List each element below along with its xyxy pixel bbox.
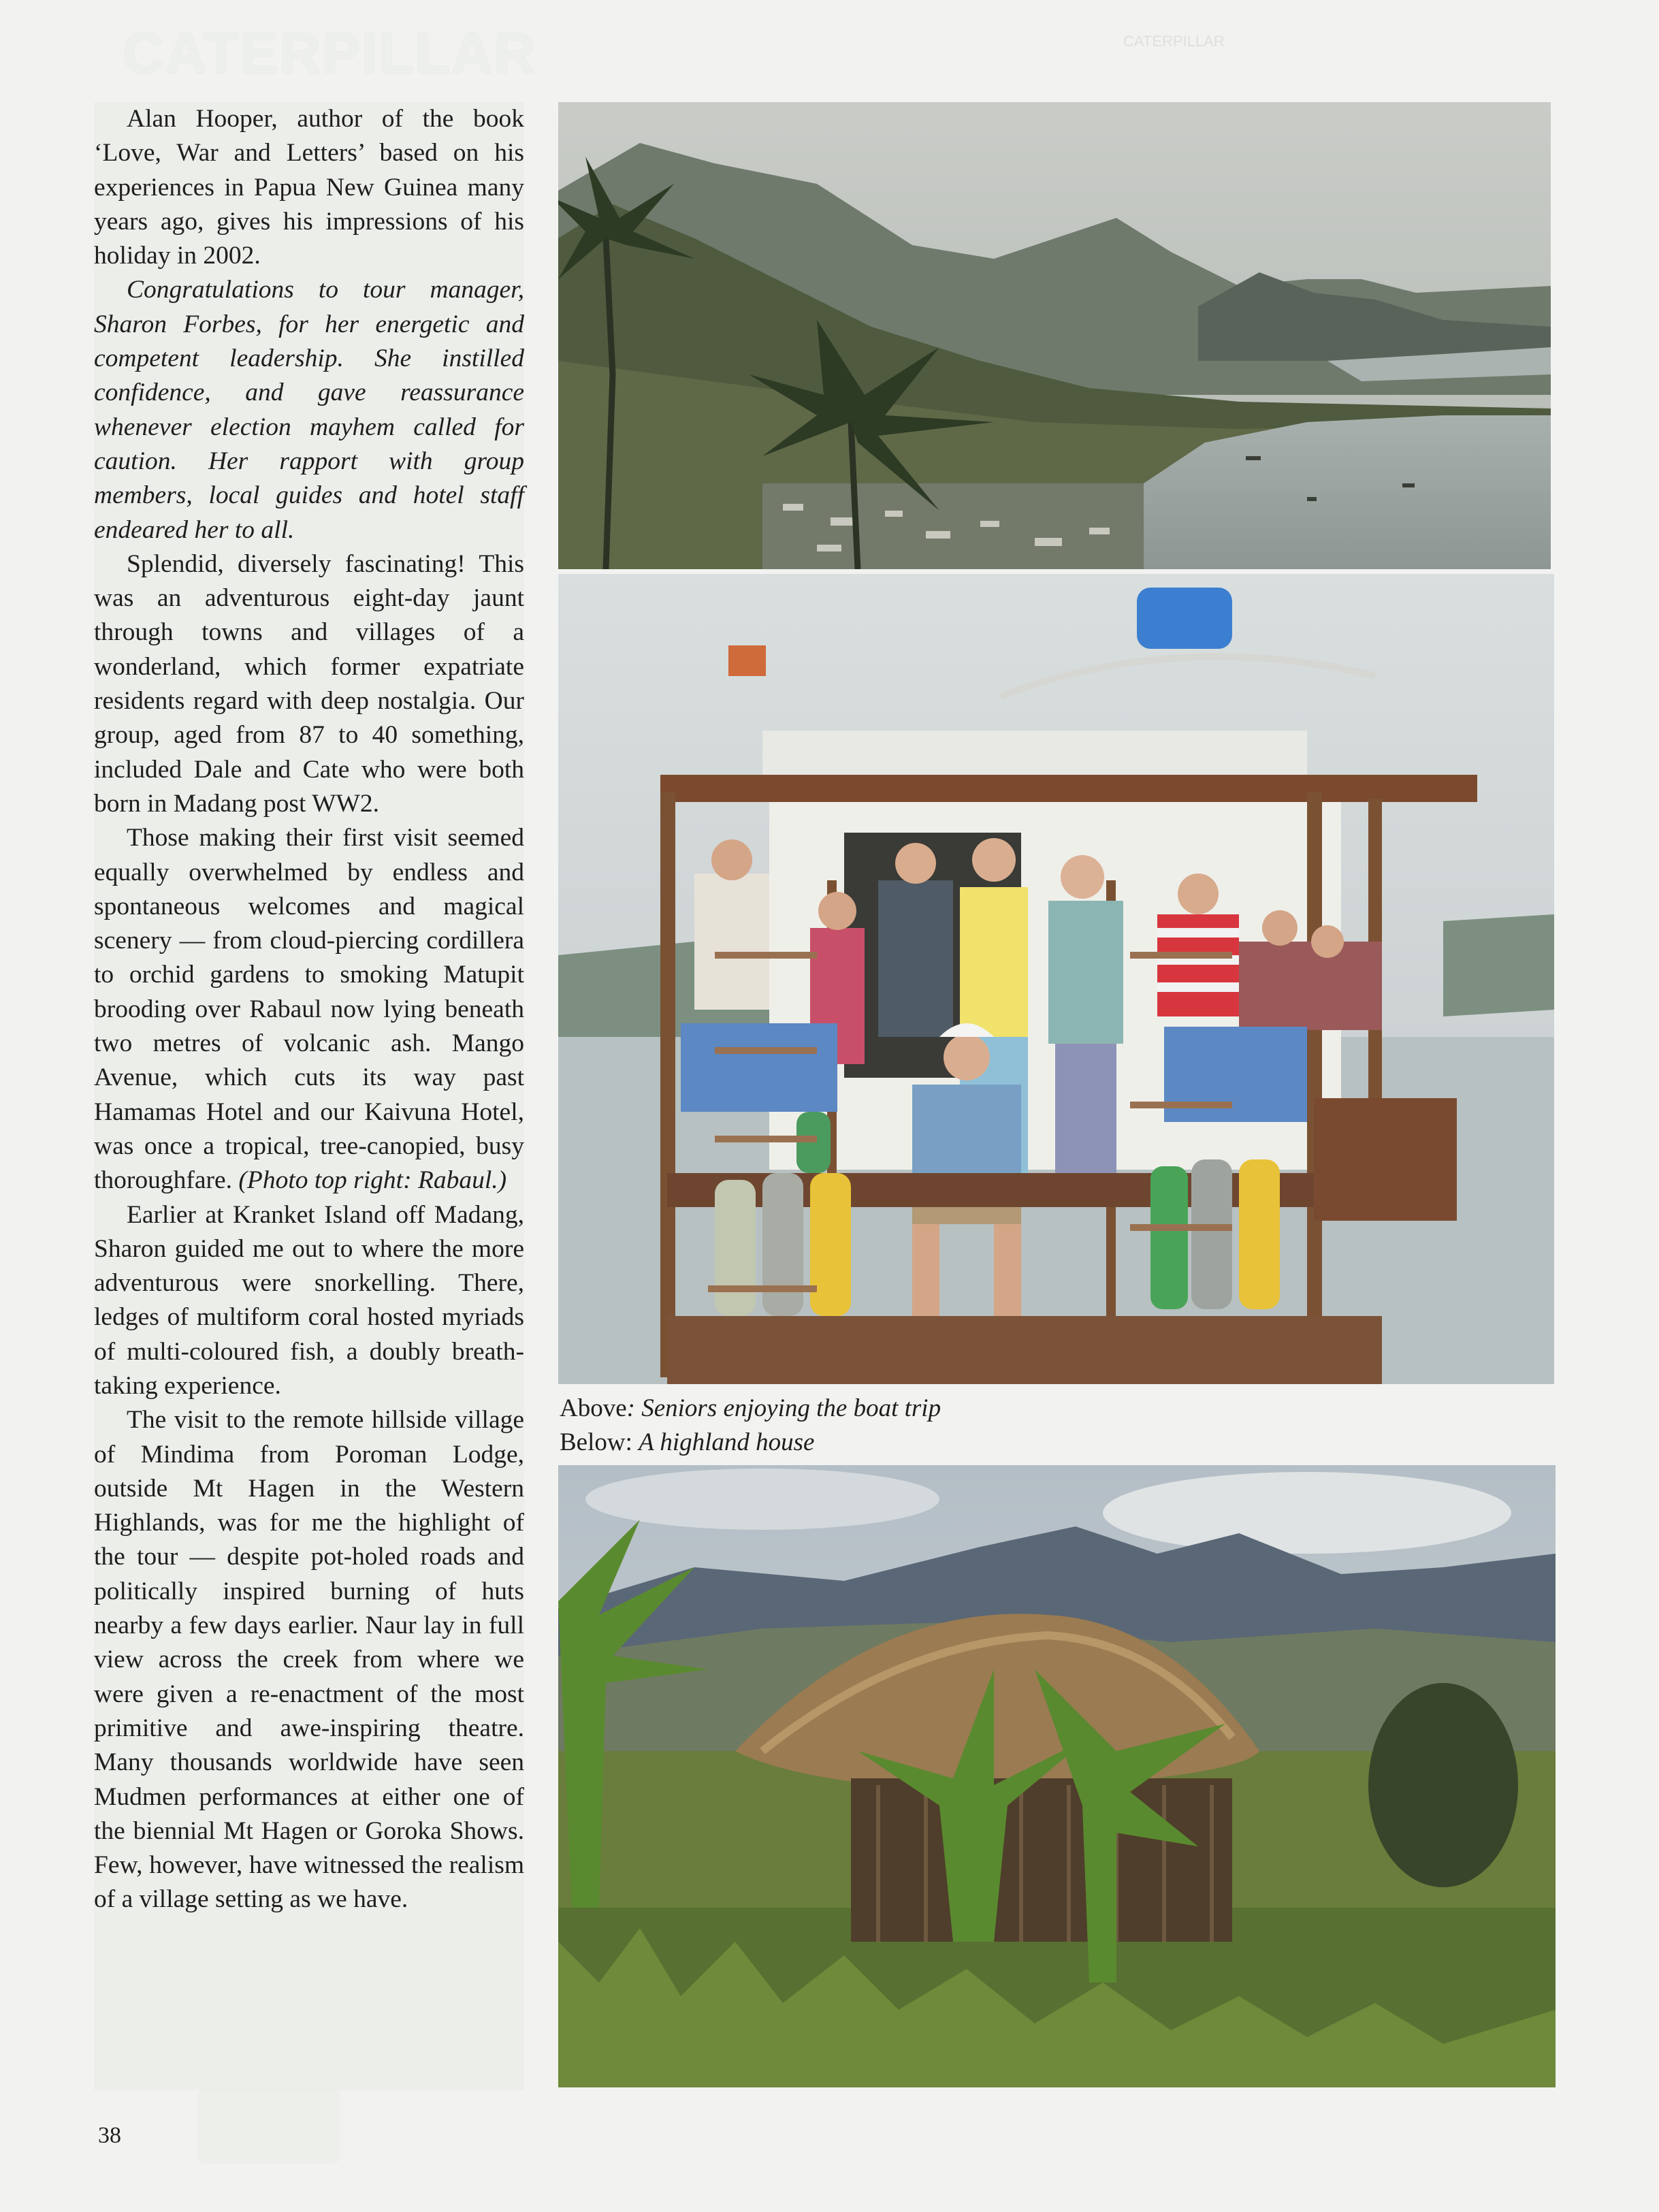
photo-caption [560, 1392, 1172, 1460]
caption-above-label: Above [560, 1394, 627, 1422]
watermark-logo [197, 2089, 340, 2164]
photo-credit: (Photo top right: Rabaul.) [238, 1166, 507, 1195]
article-paragraph-text: Those making their first visit seemed equally overwhelmed by endless and spontaneous welcomes and magical scenery — from cloud-piercing cordillera to orchid gardens to smoking Matupit brooding over Rabaul now lying beneath two metres of volcanic ash. Mango Avenue, which cuts its way past Hamamas Hotel and our Kaivuna Hotel, was once a tropical, tree-canopied, busy thoroughfare. [94, 824, 524, 1195]
rabaul-landscape-photo [558, 102, 1551, 569]
boat-trip-photo [558, 574, 1554, 1384]
article-column [94, 102, 524, 2090]
article-tribute: Congratulations to tour manager, Sharon Forbes, for her energetic and competent leadership. She instilled confidence, and gave reassurance whenever election mayhem called for caution. Her rapport with group members, local guides and hotel staff endeared her to all. [94, 276, 524, 544]
article-paragraph [94, 821, 524, 1198]
article-paragraph: Splendid, diversely fascinating! This was an adventurous eight-day jaunt through towns and villages of a wonderland, which former expatriate residents regard with deep nostalgia. Our group, aged from 87 to 40 something, included Dale and Cate who were both born in Madang post WW2. [94, 549, 524, 818]
highland-house-photo [558, 1465, 1556, 2087]
article-paragraph: The visit to the remote hillside village of Mindima from Poroman Lodge, outside Mt Hagen in the Western Highlands, was for me the highlight of the tour — despite pot-holed roads and politically inspired burning of huts nearby a few days earlier. Naur lay in full view across the creek from where we were given a re-enactment of the most primitive and awe-inspiring theatre. Many thousands worldwide have seen Mudmen performances at either one of the biennial Mt Hagen or Goroka Shows. Few, however, have witnessed the realism of a village setting as we have. [94, 1406, 524, 1914]
article-paragraph: Earlier at Kranket Island off Madang, Sharon guided me out to where the more adventurous were snorkelling. There, ledges of multiform coral hosted myriads of multi-coloured fish, a doubly breath-taking experience. [94, 1200, 524, 1400]
watermark-brand-small: CATERPILLAR [1123, 33, 1225, 50]
caption-below-text: A highland house [639, 1428, 815, 1456]
caption-below [560, 1426, 1172, 1460]
watermark-brand: CATERPILLAR [123, 21, 537, 85]
caption-below-label: Below: [560, 1428, 639, 1456]
caption-above-text: : Seniors enjoying the boat trip [626, 1394, 941, 1422]
page-number: 38 [98, 2123, 121, 2148]
caption-above [560, 1392, 1172, 1426]
article-intro: Alan Hooper, author of the book ‘Love, War and Letters’ based on his experiences in Papua New Guinea many years ago, gives his impressions of his holiday in 2002. [94, 105, 524, 270]
